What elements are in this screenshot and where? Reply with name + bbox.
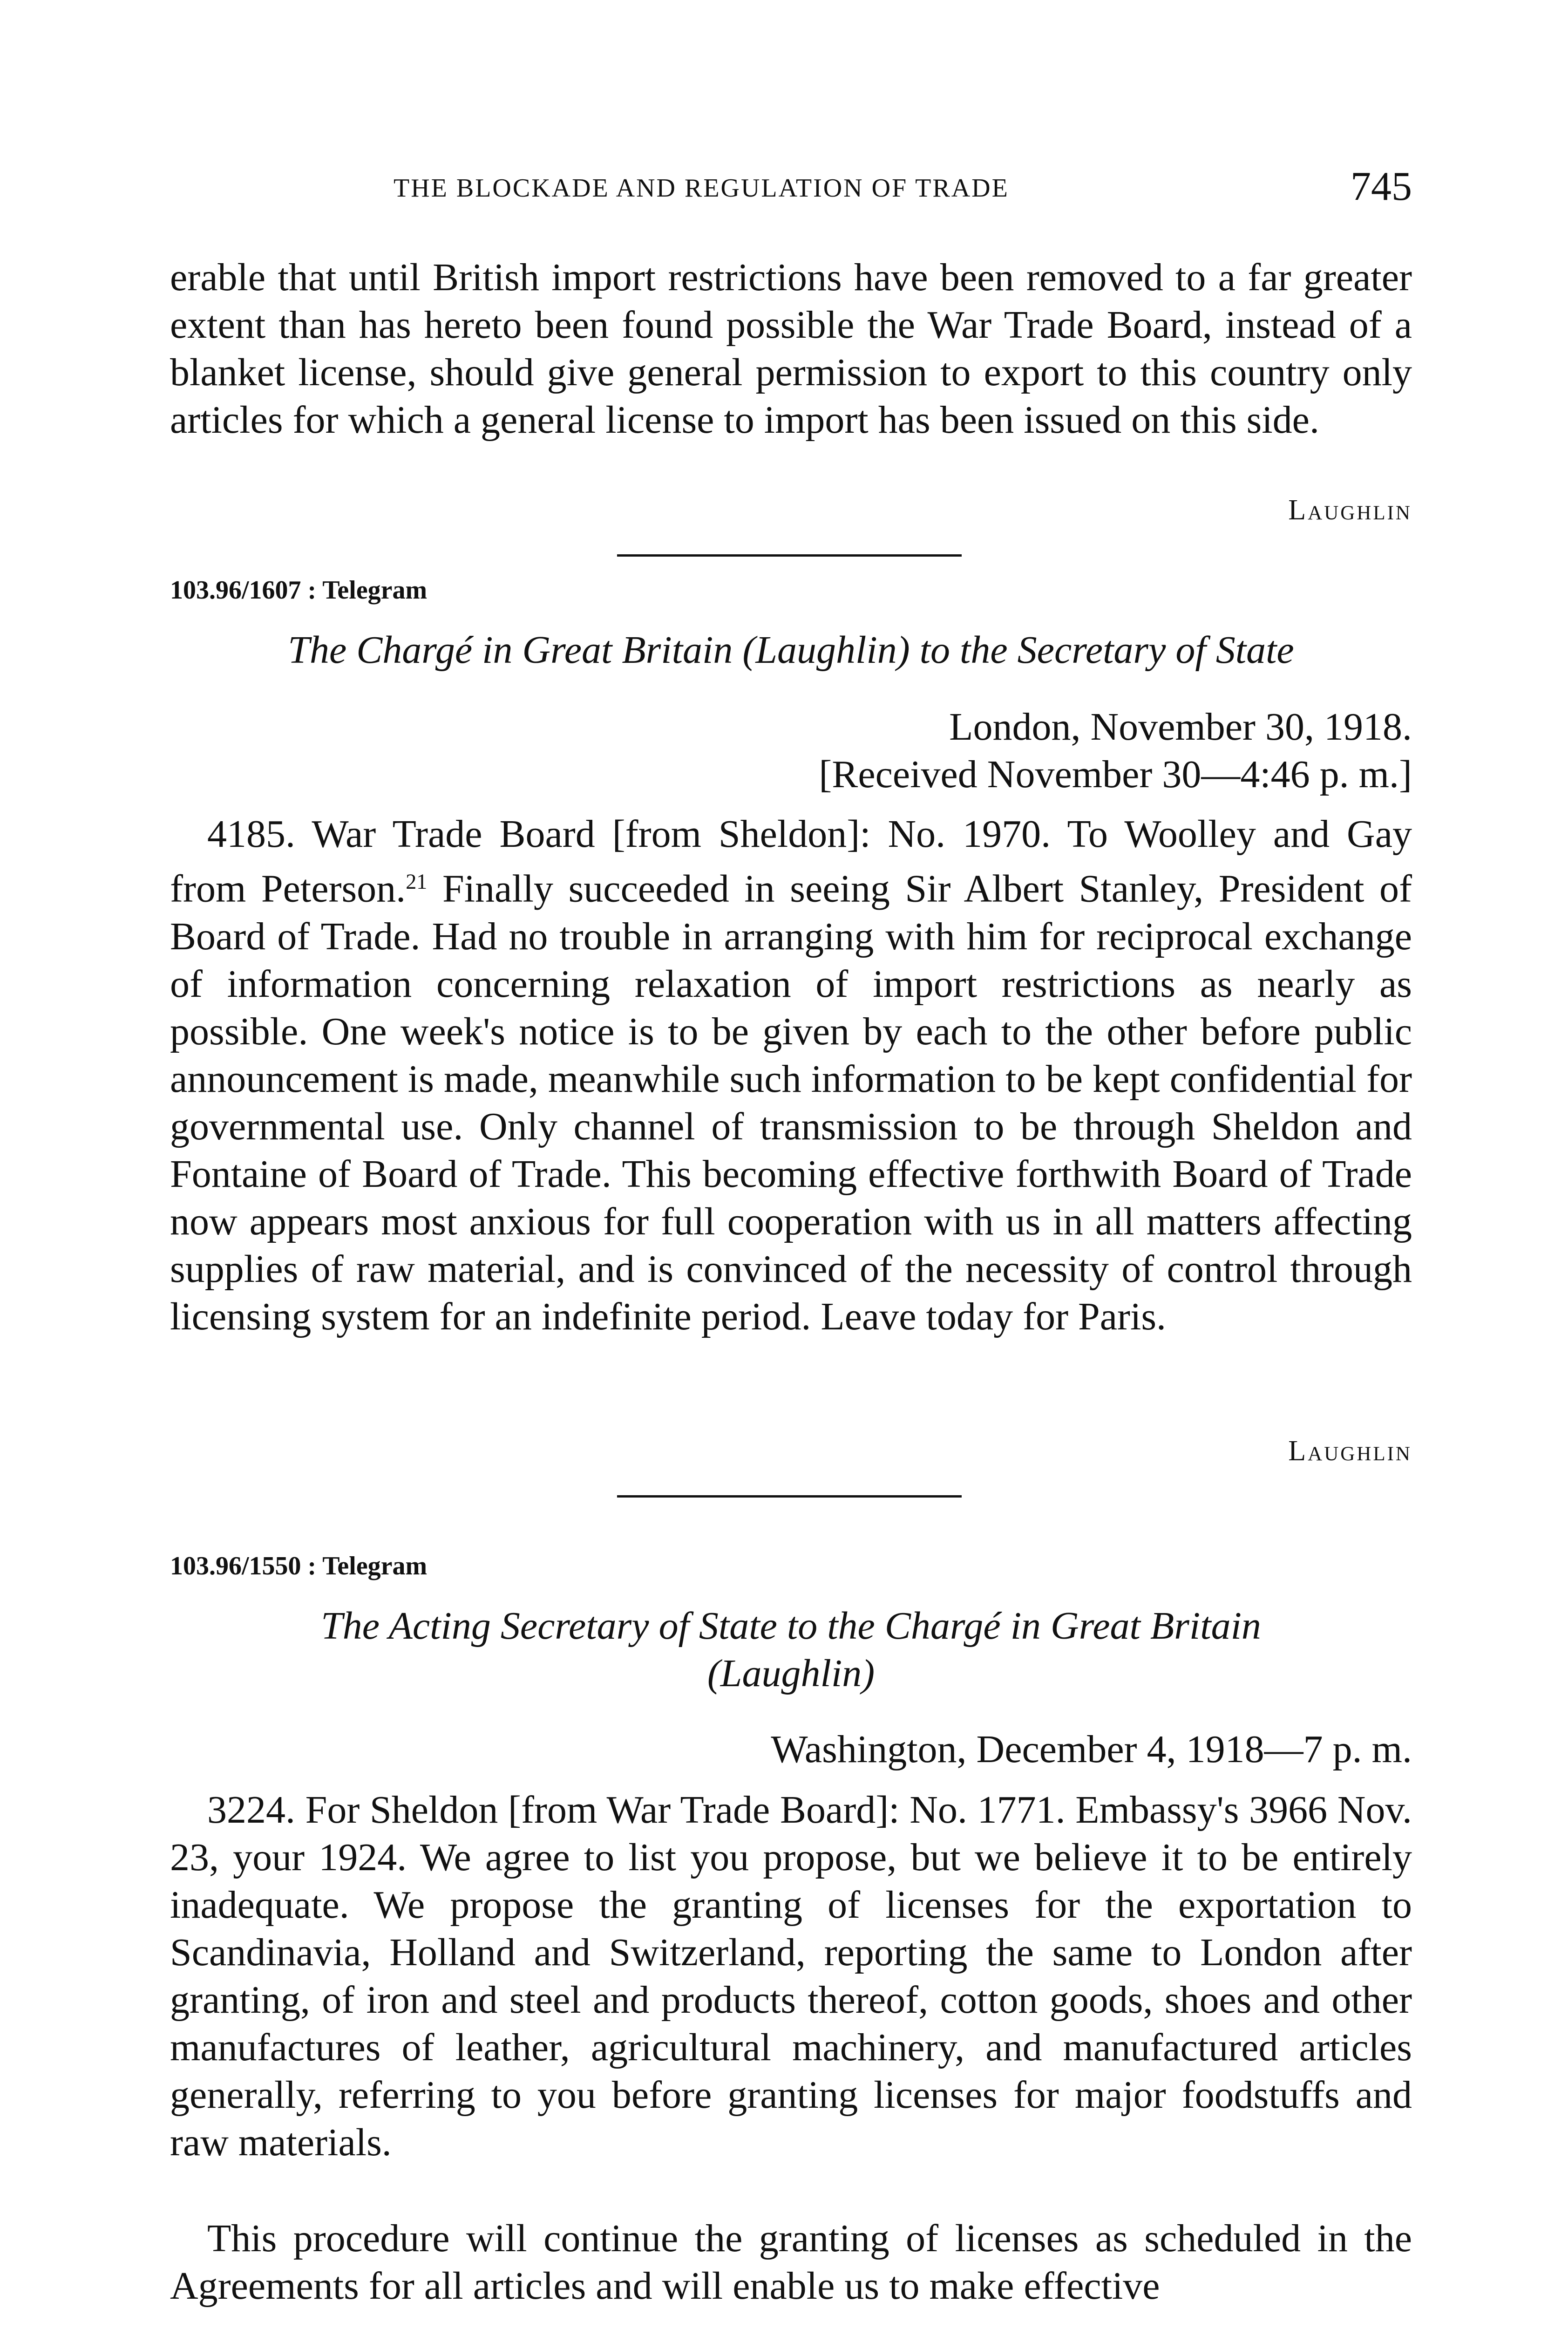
received-line: [Received November 30—4:46 p. m.] — [819, 753, 1412, 796]
telegram-body-continued: This procedure will continue the granting of licenses as scheduled in the Agreements for all articles and will enable us to make effective — [170, 2217, 1412, 2308]
document-title: The Chargé in Great Britain (Laughlin) to the Secretary of State — [288, 628, 1294, 672]
continued-paragraph: erable that until British import restrictions have been removed to a far greater extent than has hereto been found possible the War Trade Board, instead of a blanket license, should give general permission to export to this country only articles for which a general license to import has been issued on this side. — [170, 256, 1412, 442]
document-page — [170, 0, 1412, 2329]
telegram-body — [170, 810, 1412, 1341]
dateline: London, November 30, 1918. — [949, 705, 1412, 749]
document-title-line1: The Acting Secretary of State to the Chargé in Great Britain — [321, 1604, 1261, 1648]
section-divider — [617, 1495, 962, 1498]
dateline: Washington, December 4, 1918—7 p. m. — [771, 1728, 1412, 1771]
section-divider — [617, 554, 962, 557]
footnote-marker: 21 — [406, 870, 428, 893]
telegram-body: 3224. For Sheldon [from War Trade Board]: No. 1771. Embassy's 3966 Nov. 23, your 1924. We agree to list you propose, but we believe it to be entirely inadequate. We propose the granting of licenses for the exportation to Scandinavia, Holland and Switzerland, reporting the same to London after granting, of iron and steel and products thereof, cotton goods, shoes and other manufactures of leather, agricultural machinery, and manufactured articles generally, referring to you before granting licenses for major foodstuffs and raw materials. — [170, 1788, 1412, 2164]
page-header — [170, 163, 1412, 224]
page-number: 745 — [1351, 164, 1412, 209]
signature-laughlin-2: Laughlin — [1288, 1435, 1412, 1467]
running-head: THE BLOCKADE AND REGULATION OF TRADE — [394, 174, 1009, 203]
document-title-line2: (Laughlin) — [707, 1652, 875, 1695]
telegram-body-start: 4185. War Trade Board [from Sheldon]: No. 1970. To Woolley and Gay from Peterson. — [170, 812, 1412, 911]
signature-laughlin-1: Laughlin — [1288, 494, 1412, 526]
file-reference: 103.96/1550 : Telegram — [170, 1552, 428, 1580]
telegram-body-rest: Finally succeeded in seeing Sir Albert Stanley, President of Board of Trade. Had no trouble in arranging with him for reciprocal exchange of information concerning relaxation of import restrictions as nearly as possible. One week's notice is to be given by each to the other before public announcement is made, meanwhile such information to be kept confidential for governmental use. Only channel of transmission to be through Sheldon and Fontaine of Board of Trade. This becoming effective forthwith Board of Trade now appears most anxious for full cooperation with us in all matters affecting supplies of raw material, and is convinced of the necessity of control through licensing system for an indefinite period. Leave today for Paris. — [170, 867, 1412, 1338]
file-reference: 103.96/1607 : Telegram — [170, 576, 428, 605]
